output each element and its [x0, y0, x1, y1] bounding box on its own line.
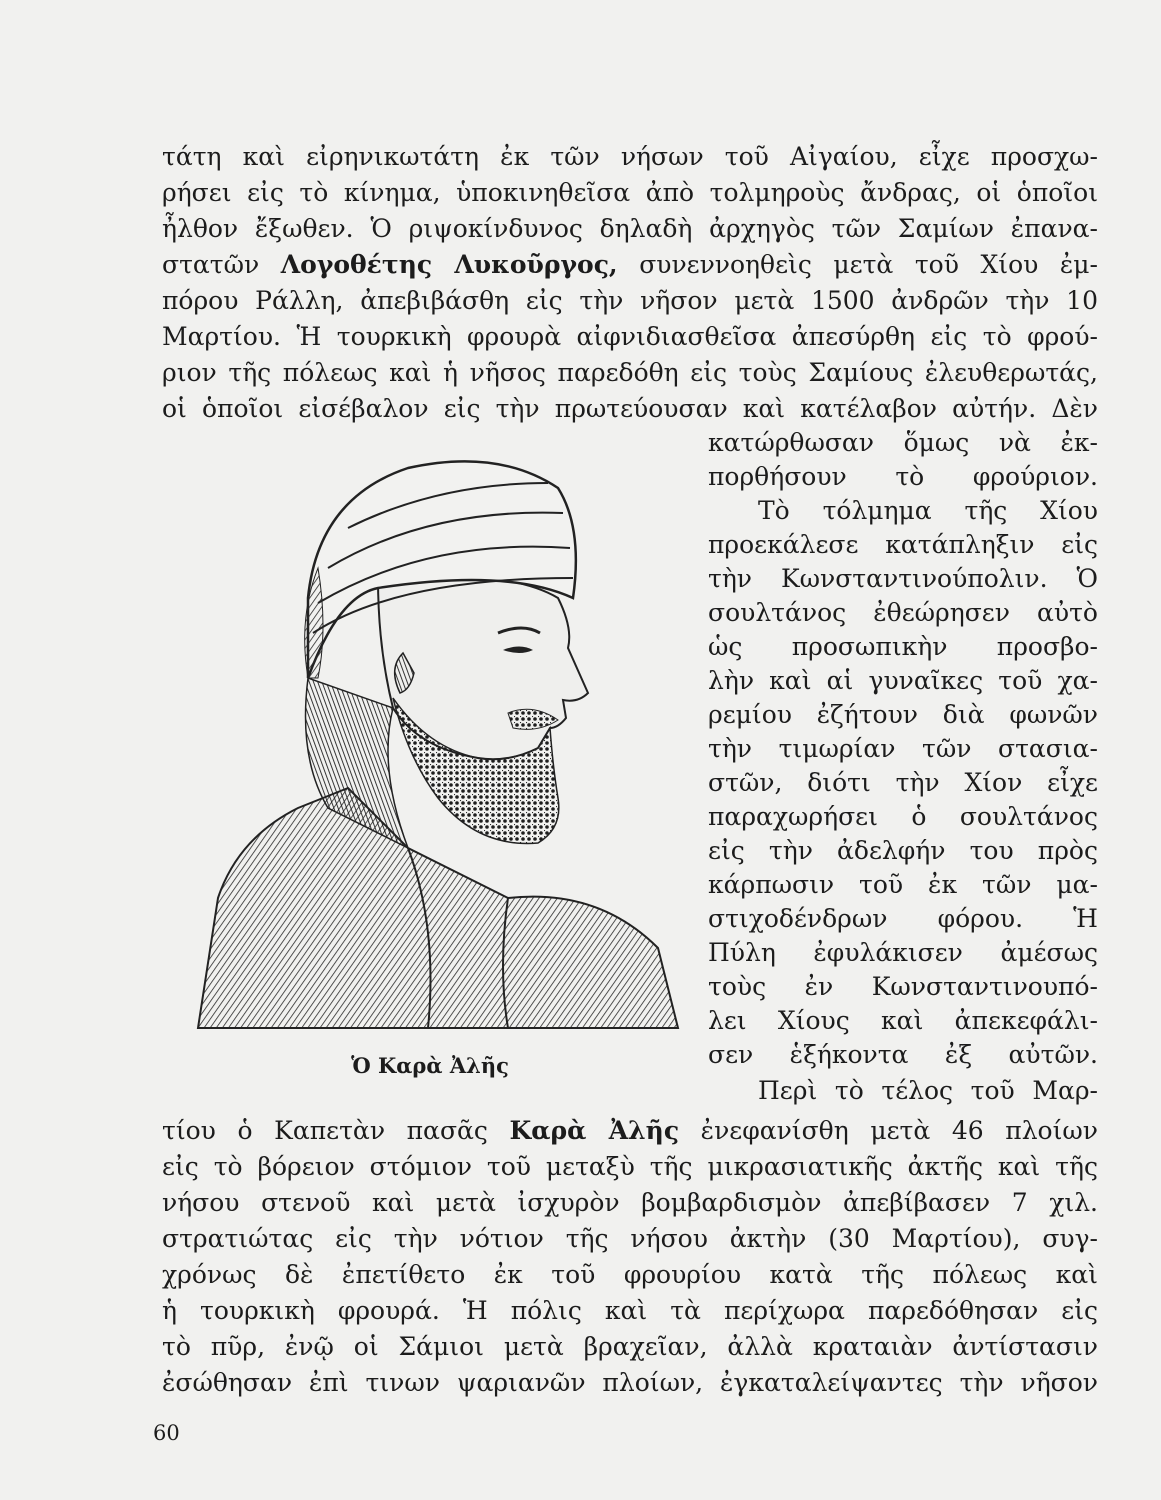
- name-kara-alis: Καρὰ Ἀλῆς: [509, 1116, 680, 1145]
- figure-caption: Ὁ Καρὰ Ἀλῆς: [351, 1053, 509, 1078]
- text-line: χρόνως δὲ ἐπετίθετο ἐκ τοῦ φρουρίου κατὰ τῆς πόλεως καὶ: [162, 1260, 1098, 1289]
- text-line: ρήσει εἰς τὸ κίνημα, ὑποκινηθεῖσα ἀπὸ τολμηροὺς ἄνδρας, οἱ ὁποῖοι: [162, 178, 1098, 207]
- text-line: [162, 248, 1098, 282]
- text-line: Τὸ τόλμημα τῆς Χίου: [758, 496, 1098, 525]
- text-line: [162, 1114, 1098, 1148]
- text-line: Πύλη ἐφυλάκισεν ἀμέσως: [708, 938, 1098, 967]
- text-line: τὴν Κωνσταντινούπολιν. Ὁ: [708, 564, 1098, 593]
- text-run: ἐνεφανίσθη μετὰ 46 πλοίων: [679, 1116, 1098, 1145]
- text-line: οἱ ὁποῖοι εἰσέβαλον εἰς τὴν πρωτεύουσαν καὶ κατέλαβον αὐτήν. Δὲν: [162, 394, 1098, 423]
- text-line: κάρπωσιν τοῦ ἐκ τῶν μα-: [708, 870, 1098, 899]
- text-line: τοὺς ἐν Κωνσταντινουπό-: [708, 972, 1098, 1001]
- text-line: σουλτάνος ἐθεώρησεν αὐτὸ: [708, 598, 1098, 627]
- text-line: στρατιώτας εἰς τὴν νότιον τῆς νήσου ἀκτὴν (30 Μαρτίου), συγ-: [162, 1224, 1098, 1253]
- portrait-engraving: [178, 428, 683, 1043]
- text-line: σεν ἑξήκοντα ἐξ αὐτῶν.: [708, 1040, 1098, 1069]
- text-line: τάτη καὶ εἰρηνικωτάτη ἐκ τῶν νήσων τοῦ Αἰγαίου, εἶχε προσχω-: [162, 142, 1098, 171]
- text-line: στιχοδένδρων φόρου. Ἡ: [708, 904, 1098, 933]
- text-line: ἡ τουρκικὴ φρουρά. Ἡ πόλις καὶ τὰ περίχωρα παρεδόθησαν εἰς: [162, 1296, 1098, 1325]
- text-line: Μαρτίου. Ἡ τουρκικὴ φρουρὰ αἰφνιδιασθεῖσα ἀπεσύρθη εἰς τὸ φρού-: [162, 322, 1098, 351]
- text-line: εἰς τὴν ἀδελφήν του πρὸς: [708, 836, 1098, 865]
- text-line: πόρου Ράλλη, ἀπεβιβάσθη εἰς τὴν νῆσον μετὰ 1500 ἀνδρῶν τὴν 10: [162, 286, 1098, 315]
- text-line: παραχωρήσει ὁ σουλτάνος: [708, 802, 1098, 831]
- portrait-illustration: [178, 428, 683, 1043]
- text-line: εἰς τὸ βόρειον στόμιον τοῦ μεταξὺ τῆς μικρασιατικῆς ἀκτῆς καὶ τῆς: [162, 1152, 1098, 1181]
- page-number: 60: [153, 1421, 180, 1445]
- text-line: Περὶ τὸ τέλος τοῦ Μαρ-: [758, 1076, 1098, 1105]
- text-line: λὴν καὶ αἱ γυναῖκες τοῦ χα-: [708, 666, 1098, 695]
- text-line: ἐσώθησαν ἐπὶ τινων ψαριανῶν πλοίων, ἐγκαταλείψαντες τὴν νῆσον: [162, 1368, 1098, 1397]
- text-line: νήσου στενοῦ καὶ μετὰ ἰσχυρὸν βομβαρδισμὸν ἀπεβίβασεν 7 χιλ.: [162, 1188, 1098, 1217]
- text-run: τίου ὁ Καπετὰν πασᾶς: [162, 1116, 510, 1145]
- text-line: τὸ πῦρ, ἐνῷ οἱ Σάμιοι μετὰ βραχεῖαν, ἀλλὰ κραταιὰν ἀντίστασιν: [162, 1332, 1098, 1361]
- text-line: ἦλθον ἔξωθεν. Ὁ ριψοκίνδυνος δηλαδὴ ἀρχηγὸς τῶν Σαμίων ἐπανα-: [162, 214, 1098, 243]
- text-line: λει Χίους καὶ ἀπεκεφάλι-: [708, 1006, 1098, 1035]
- text-line: ὡς προσωπικὴν προσβο-: [708, 632, 1098, 661]
- text-line: πορθήσουν τὸ φρούριον.: [708, 462, 1098, 491]
- text-line: κατώρθωσαν ὅμως νὰ ἐκ-: [708, 428, 1098, 457]
- text-line: τὴν τιμωρίαν τῶν στασια-: [708, 734, 1098, 763]
- text-line: προεκάλεσε κατάπληξιν εἰς: [708, 530, 1098, 559]
- text-line: ρεμίου ἐζήτουν διὰ φωνῶν: [708, 700, 1098, 729]
- text-run: συνεννοηθεὶς μετὰ τοῦ Χίου ἐμ-: [617, 250, 1098, 279]
- text-run: στατῶν: [162, 250, 281, 279]
- text-line: στῶν, διότι τὴν Χίον εἶχε: [708, 768, 1098, 797]
- name-logothetis-lykourgos: Λογοθέτης Λυκοῦργος,: [280, 250, 618, 279]
- text-line: ριον τῆς πόλεως καὶ ἡ νῆσος παρεδόθη εἰς τοὺς Σαμίους ἐλευθερωτάς,: [162, 358, 1098, 387]
